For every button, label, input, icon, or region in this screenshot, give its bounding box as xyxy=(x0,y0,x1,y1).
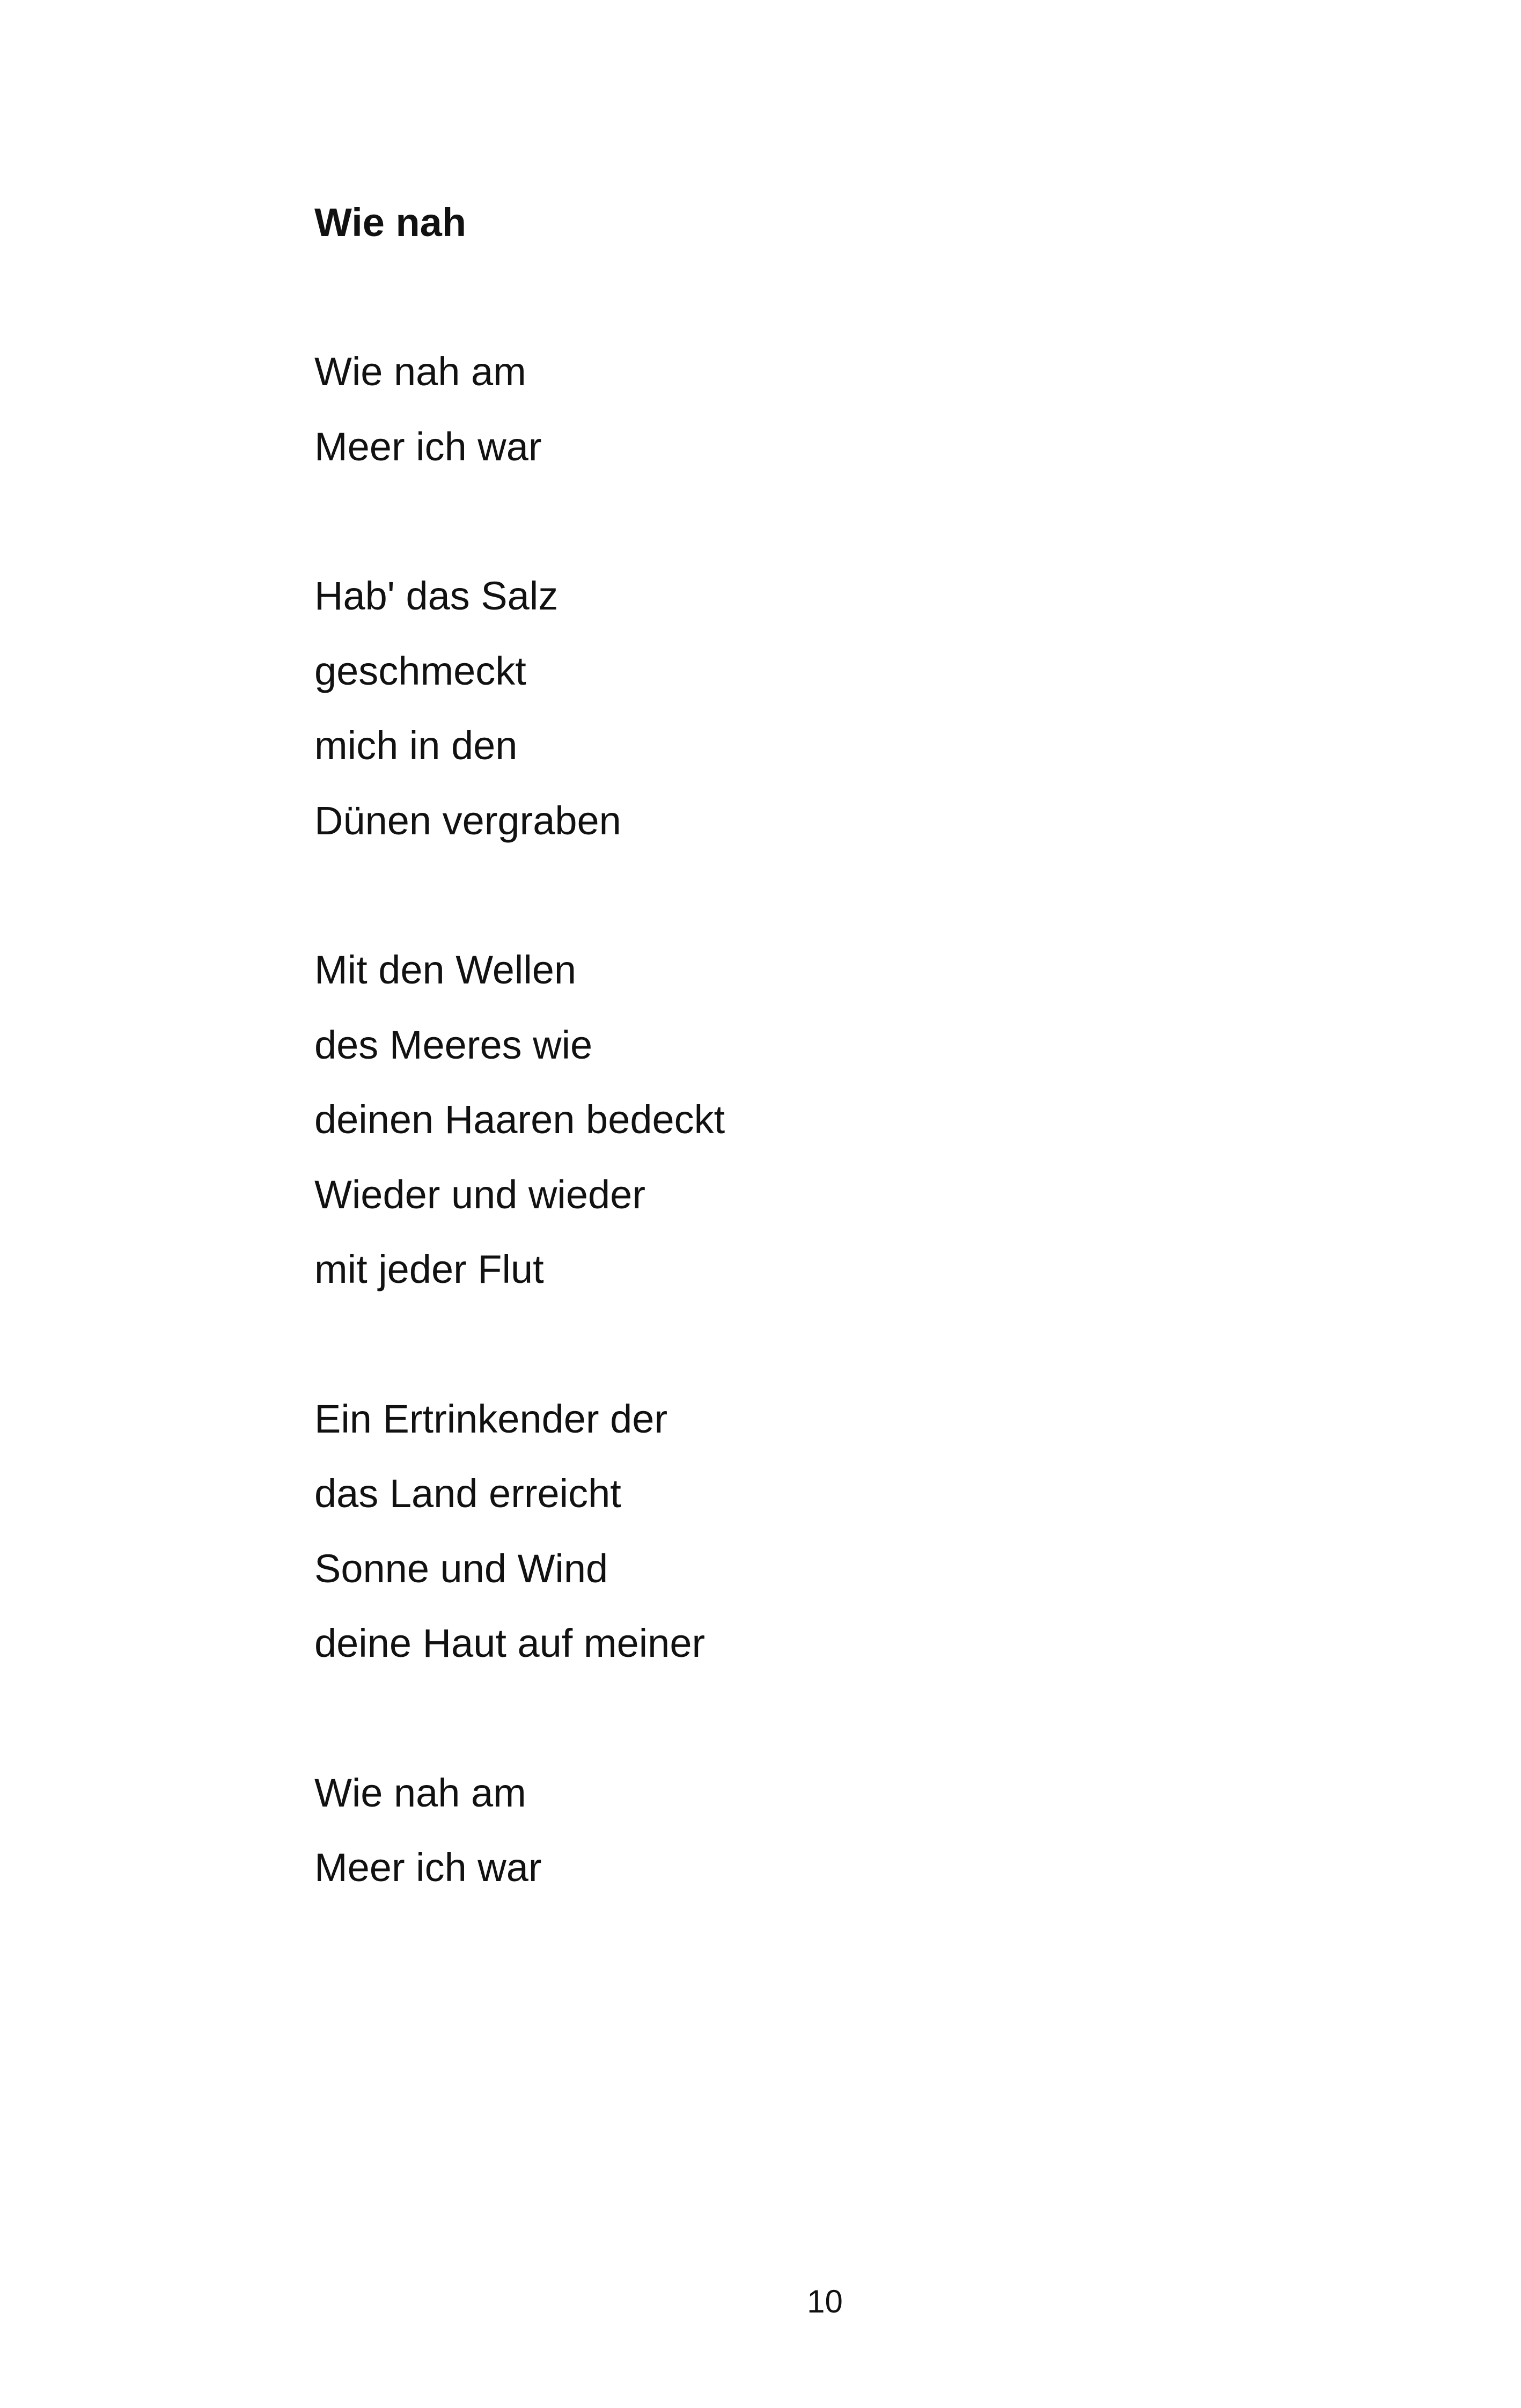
poem-line: Sonne und Wind xyxy=(314,1546,608,1591)
poem-line: Ein Ertrinkender der xyxy=(314,1396,668,1441)
poem-line: Mit den Wellen xyxy=(314,948,577,992)
poem-line: Hab' das Salz xyxy=(314,574,559,618)
stanza-4 xyxy=(314,1382,1280,1681)
poem-line: Meer ich war xyxy=(314,1845,542,1890)
stanza-3 xyxy=(314,933,1280,1307)
poem-line: das Land erreicht xyxy=(314,1471,621,1516)
stanza-2 xyxy=(314,559,1280,858)
poem-line: deinen Haaren bedeckt xyxy=(314,1097,725,1142)
poem xyxy=(314,185,1280,1905)
poem-line: Wie nah am xyxy=(314,349,526,394)
stanza-5 xyxy=(314,1756,1280,1905)
poem-line: mich in den xyxy=(314,723,518,768)
poem-line: deine Haut auf meiner xyxy=(314,1621,706,1665)
poem-line: Dünen vergraben xyxy=(314,798,621,843)
poem-line: Meer ich war xyxy=(314,424,542,469)
page-number: 10 xyxy=(807,2284,843,2319)
poem-line: Wieder und wieder xyxy=(314,1172,645,1217)
stanza-1 xyxy=(314,334,1280,484)
poem-line: geschmeckt xyxy=(314,648,526,693)
title-spacer xyxy=(314,260,1280,334)
poem-line: Wie nah am xyxy=(314,1770,526,1815)
poem-line: des Meeres wie xyxy=(314,1022,593,1067)
poem-line: mit jeder Flut xyxy=(314,1247,544,1291)
poem-title: Wie nah xyxy=(314,200,467,245)
